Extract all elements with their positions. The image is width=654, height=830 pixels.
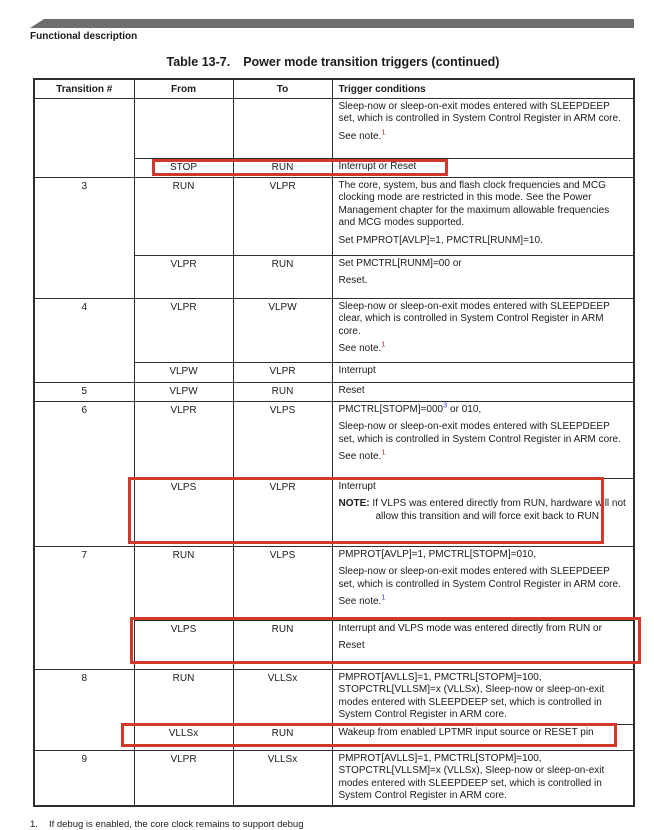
trigger-text: Interrupt bbox=[338, 364, 376, 376]
trigger-conditions-cell bbox=[332, 255, 634, 298]
trigger-conditions-cell bbox=[332, 401, 634, 478]
footnote-ref-link[interactable]: 1 bbox=[381, 339, 386, 349]
table-number: Table 13-7. bbox=[166, 55, 231, 69]
transition-number-cell: 8 bbox=[34, 669, 134, 750]
footnote-ref-link[interactable]: 3 bbox=[443, 400, 448, 410]
trigger-paragraph bbox=[338, 339, 628, 356]
trigger-paragraph bbox=[339, 180, 628, 230]
trigger-text: Sleep-now or sleep-on-exit modes entered with SLEEPDEEP set, which is controlled in System Control Register in ARM core. bbox=[338, 566, 621, 590]
to-mode-cell: VLPR bbox=[233, 177, 332, 255]
trigger-paragraph bbox=[339, 640, 628, 653]
trigger-conditions-cell bbox=[332, 669, 634, 724]
trigger-text: Sleep-now or sleep-on-exit modes entered with SLEEPDEEP set, which is controlled in System Control Register in ARM core. bbox=[338, 100, 621, 124]
from-mode-cell: RUN bbox=[134, 177, 233, 255]
trigger-paragraph bbox=[338, 592, 628, 609]
from-mode-cell: VLPR bbox=[134, 401, 233, 478]
to-mode-cell: VLLSx bbox=[233, 669, 332, 724]
footnote-ref-link[interactable]: 1 bbox=[381, 447, 386, 457]
trigger-paragraph bbox=[338, 127, 628, 144]
transition-number-cell: 6 bbox=[34, 401, 134, 546]
trigger-paragraph bbox=[339, 161, 628, 174]
col-header-from: From bbox=[134, 79, 233, 98]
trigger-conditions-cell bbox=[332, 98, 634, 158]
trigger-text: Interrupt or Reset bbox=[338, 160, 417, 172]
trigger-conditions-cell bbox=[332, 724, 634, 750]
footnote-number: 1. bbox=[30, 819, 38, 830]
transition-number-cell: 7 bbox=[34, 546, 134, 669]
from-mode-cell: VLPR bbox=[134, 750, 233, 806]
trigger-text: Wakeup from enabled LPTMR input source or RESET pin bbox=[338, 726, 594, 738]
table-title bbox=[33, 55, 633, 69]
to-mode-cell: RUN bbox=[233, 620, 332, 669]
to-mode-cell: RUN bbox=[233, 382, 332, 401]
trigger-text: Reset bbox=[338, 384, 365, 396]
footnote-ref-link[interactable]: 1 bbox=[381, 592, 386, 602]
header-row bbox=[34, 79, 634, 98]
to-mode-cell bbox=[233, 98, 332, 158]
trigger-conditions-cell bbox=[332, 620, 634, 669]
section-header: Functional description bbox=[30, 31, 138, 42]
table-row bbox=[34, 177, 634, 255]
trigger-paragraph bbox=[339, 672, 628, 722]
table-row bbox=[34, 401, 634, 478]
table-row bbox=[34, 98, 634, 158]
to-mode-cell: VLPW bbox=[233, 298, 332, 362]
col-header-trigger-conditions: Trigger conditions bbox=[332, 79, 634, 98]
trigger-text: Sleep-now or sleep-on-exit modes entered with SLEEPDEEP clear, which is controlled in System Control Register in ARM core. bbox=[338, 300, 610, 337]
from-mode-cell: RUN bbox=[134, 669, 233, 724]
footnote bbox=[30, 819, 304, 830]
trigger-conditions-cell bbox=[332, 478, 634, 546]
trigger-conditions-cell bbox=[332, 362, 634, 382]
trigger-conditions-cell bbox=[332, 177, 634, 255]
trigger-conditions-cell bbox=[332, 546, 634, 620]
table-row bbox=[34, 298, 634, 362]
from-mode-cell: STOP bbox=[134, 158, 233, 177]
trigger-text: Reset bbox=[338, 640, 365, 651]
trigger-paragraph bbox=[339, 101, 628, 126]
trigger-paragraph bbox=[339, 275, 628, 288]
trigger-paragraph bbox=[339, 421, 628, 446]
table-row bbox=[34, 669, 634, 724]
trigger-paragraph bbox=[339, 235, 628, 248]
from-mode-cell: VLPS bbox=[134, 620, 233, 669]
trigger-paragraph bbox=[339, 549, 628, 562]
to-mode-cell: RUN bbox=[233, 158, 332, 177]
trigger-paragraph bbox=[338, 447, 628, 464]
to-mode-cell: VLPS bbox=[233, 401, 332, 478]
to-mode-cell: VLLSx bbox=[233, 750, 332, 806]
to-mode-cell: VLPR bbox=[233, 478, 332, 546]
trigger-note-paragraph bbox=[339, 498, 628, 523]
footnote-text: If debug is enabled, the core clock remains to support debug bbox=[48, 819, 304, 830]
trigger-text: The core, system, bus and flash clock frequencies and MCG clocking mode are restricted in this mode. See the Power Management chapter for the maximum allowable frequencies and MCG modes supported. bbox=[338, 179, 610, 228]
trigger-paragraph bbox=[339, 301, 628, 339]
trigger-text: PMPROT[AVLLS]=1, PMCTRL[STOPM]=100, STOPCTRL[VLLSM]=x (VLLSx), Sleep-now or sleep-on-exit modes entered with SLEEPDEEP set, which is controlled in System Control Register in ARM core. bbox=[338, 752, 605, 801]
trigger-text: Interrupt and VLPS mode was entered directly from RUN or bbox=[338, 622, 602, 634]
trigger-text: Interrupt bbox=[338, 480, 376, 492]
from-mode-cell: VLPS bbox=[134, 478, 233, 546]
trigger-text: If VLPS was entered directly from RUN, hardware will not allow this transition and will force exit back to RUN bbox=[369, 498, 626, 522]
trigger-conditions-cell bbox=[332, 750, 634, 806]
from-mode-cell: VLPR bbox=[134, 255, 233, 298]
trigger-text: See note. bbox=[338, 596, 382, 607]
table-row bbox=[34, 382, 634, 401]
transition-number-cell: 4 bbox=[34, 298, 134, 382]
to-mode-cell: RUN bbox=[233, 724, 332, 750]
trigger-paragraph bbox=[339, 566, 628, 591]
table-body bbox=[34, 98, 634, 806]
trigger-paragraph bbox=[339, 481, 628, 494]
from-mode-cell bbox=[134, 98, 233, 158]
transition-number-cell: 9 bbox=[34, 750, 134, 806]
trigger-text: Reset. bbox=[338, 275, 368, 286]
trigger-text: See note. bbox=[338, 343, 382, 354]
transition-number-cell bbox=[34, 98, 134, 177]
trigger-paragraph bbox=[339, 258, 628, 271]
from-mode-cell: VLPW bbox=[134, 362, 233, 382]
table-caption: Power mode transition triggers (continued) bbox=[243, 55, 500, 69]
trigger-text: PMPROT[AVLP]=1, PMCTRL[STOPM]=010, bbox=[338, 548, 536, 560]
from-mode-cell: VLPW bbox=[134, 382, 233, 401]
from-mode-cell: VLLSx bbox=[134, 724, 233, 750]
trigger-text: Set PMCTRL[RUNM]=00 or bbox=[338, 257, 462, 269]
trigger-conditions-cell bbox=[332, 158, 634, 177]
from-mode-cell: RUN bbox=[134, 546, 233, 620]
footnote-ref-link[interactable]: 1 bbox=[381, 127, 386, 137]
trigger-conditions-cell bbox=[332, 382, 634, 401]
trigger-text: Set PMPROT[AVLP]=1, PMCTRL[RUNM]=10. bbox=[338, 234, 543, 246]
table-row bbox=[34, 750, 634, 806]
trigger-paragraph bbox=[338, 400, 628, 417]
trigger-paragraph bbox=[339, 385, 628, 398]
to-mode-cell: RUN bbox=[233, 255, 332, 298]
trigger-paragraph bbox=[339, 365, 628, 378]
note-label: NOTE: bbox=[338, 498, 370, 509]
trigger-text: Sleep-now or sleep-on-exit modes entered with SLEEPDEEP set, which is controlled in System Control Register in ARM core. bbox=[338, 421, 621, 445]
section-header-bar bbox=[30, 19, 634, 28]
trigger-paragraph bbox=[339, 623, 628, 636]
to-mode-cell: VLPS bbox=[233, 546, 332, 620]
col-header-transition: Transition # bbox=[34, 79, 134, 98]
from-mode-cell: VLPR bbox=[134, 298, 233, 362]
trigger-text: PMCTRL[STOPM]=000 bbox=[338, 403, 444, 415]
table-row bbox=[34, 546, 634, 620]
power-mode-transition-table bbox=[33, 78, 635, 807]
trigger-text: or 010, bbox=[447, 403, 482, 415]
trigger-text: See note. bbox=[338, 130, 382, 142]
trigger-conditions-cell bbox=[332, 298, 634, 362]
to-mode-cell: VLPR bbox=[233, 362, 332, 382]
transition-number-cell: 5 bbox=[34, 382, 134, 401]
col-header-to: To bbox=[233, 79, 332, 98]
trigger-text: See note. bbox=[338, 451, 382, 462]
transition-number-cell: 3 bbox=[34, 177, 134, 298]
table-header bbox=[34, 79, 634, 98]
trigger-text: PMPROT[AVLLS]=1, PMCTRL[STOPM]=100, STOPCTRL[VLLSM]=x (VLLSx), Sleep-now or sleep-on-exit modes entered with SLEEPDEEP set, which is controlled in System Control Register in ARM core. bbox=[338, 671, 605, 720]
trigger-paragraph bbox=[339, 727, 628, 740]
trigger-paragraph bbox=[339, 753, 628, 803]
